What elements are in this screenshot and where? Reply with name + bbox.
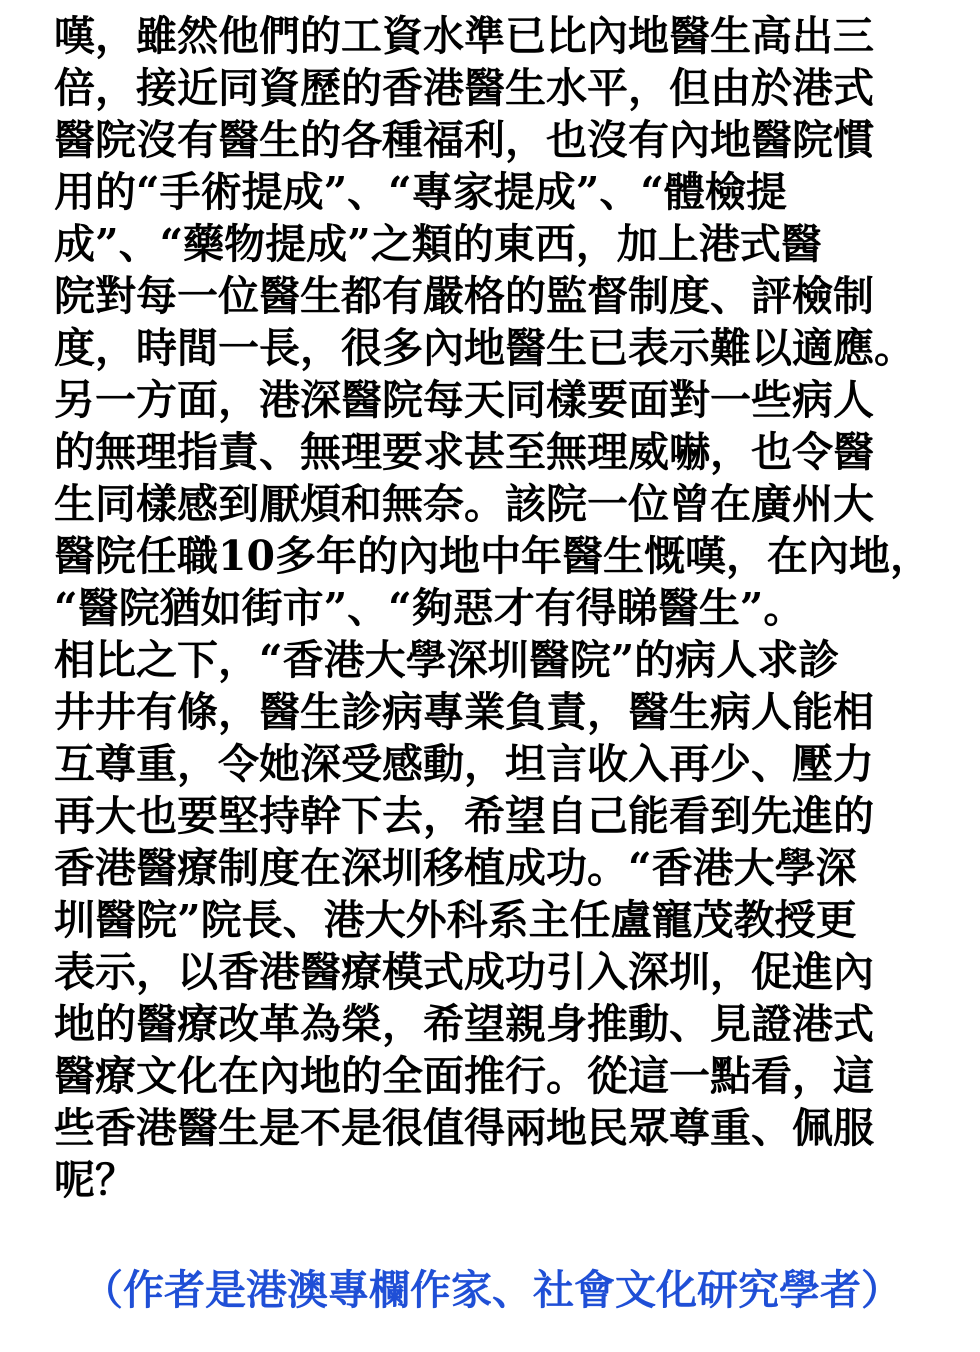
article-line: 地的醫療改革為榮，希望親身推動、見證港式 — [54, 1000, 874, 1048]
article-line: 圳醫院”院長、港大外科系主任盧寵茂教授更 — [54, 896, 857, 944]
article-line: 互尊重，令她深受感動，坦言收入再少、壓力 — [54, 740, 874, 788]
article-line: 香港醫療制度在深圳移植成功。“香港大學深 — [54, 844, 857, 892]
article-line: 倍，接近同資歷的香港醫生水平，但由於港式 — [54, 64, 874, 112]
article-line: 院對每一位醫生都有嚴格的監督制度、評檢制 — [54, 272, 874, 320]
article-line: 嘆，雖然他們的工資水準已比內地醫生高出三 — [54, 12, 874, 60]
article-line: 些香港醫生是不是很值得兩地民眾尊重、佩服 — [54, 1104, 874, 1152]
article-line: 井井有條，醫生診病專業負責，醫生病人能相 — [54, 688, 874, 736]
article-line: 相比之下，“香港大學深圳醫院”的病人求診 — [54, 636, 840, 684]
article-line: 另一方面，港深醫院每天同樣要面對一些病人 — [54, 376, 874, 424]
article-line: 用的“手術提成”、“專家提成”、“體檢提 — [54, 168, 787, 216]
article-line: 度，時間一長，很多內地醫生已表示難以適應。 — [54, 324, 915, 372]
article-line: 生同樣感到厭煩和無奈。該院一位曾在廣州大 — [54, 480, 874, 528]
article-line: 醫院任職10多年的內地中年醫生慨嘆，在內地， — [54, 532, 932, 580]
article-line: 呢？ — [54, 1156, 136, 1204]
article-body — [54, 10, 954, 1206]
article-line: 表示，以香港醫療模式成功引入深圳，促進內 — [54, 948, 874, 996]
author-byline: （作者是港澳專欄作家、社會文化研究學者） — [82, 1266, 902, 1314]
article-line: 醫療文化在內地的全面推行。從這一點看，這 — [54, 1052, 874, 1100]
article-line: 再大也要堅持幹下去，希望自己能看到先進的 — [54, 792, 874, 840]
article-line: 成”、“藥物提成”之類的東西，加上港式醫 — [54, 220, 822, 268]
article-line: 醫院沒有醫生的各種福利，也沒有內地醫院慣 — [54, 116, 874, 164]
article-line: 的無理指責、無理要求甚至無理威嚇，也令醫 — [54, 428, 874, 476]
article-line: “醫院猶如街市”、“夠惡才有得睇醫生”。 — [54, 584, 805, 632]
